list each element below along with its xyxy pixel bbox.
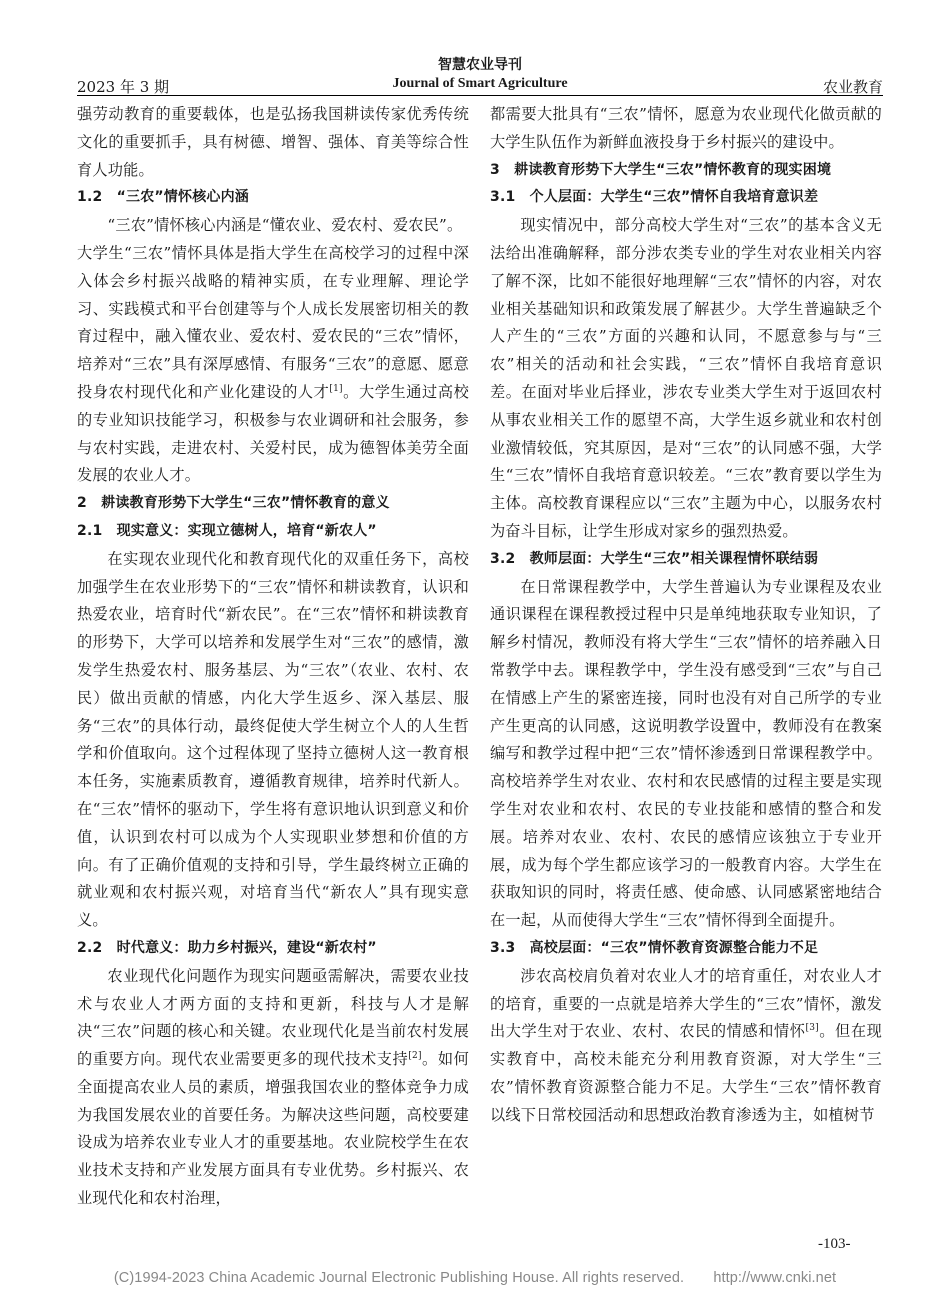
- text-run: 涉农高校肩负着对农业人才的培育重任，对农业人才的培育，重要的一点就是培养大学生的“三农”情怀，激发出大学生对于农业、农村、农民的情感和情怀: [490, 966, 882, 1041]
- text-run: 。如何全面提高农业人员的素质，增强我国农业的整体竞争力成为我国发展农业的首要任务。为解决这些问题，高校要建设成为培养农业专业人才的重要基地。农业院校学生在农业技术支持和产业发展方面具有专业优势。乡村振兴、农业现代化和农村治理，: [77, 1050, 470, 1208]
- paragraph: [77, 963, 469, 1213]
- text-run: 。但在现实教育中，高校未能充分利用教育资源，对大学生“三农”情怀教育资源整合能力不足。大学生“三农”情怀教育以线下日常校园活动和思想政治教育渗透为主，如植树节: [490, 1022, 882, 1124]
- section-label: 农业教育: [822, 78, 883, 96]
- text-run: 农业现代化问题作为现实问题亟需解决，需要农业技术与农业人才两方面的支持和更新，科技与人才是解决“三农”问题的核心和关键。农业现代化是当前农村发展的重要方向。现代农业需要更多的现代技术支持: [77, 966, 469, 1069]
- left-column: [77, 101, 469, 1213]
- section-heading: 2 耕读教育形势下大学生“三农”情怀教育的意义: [77, 495, 390, 512]
- right-column: [490, 101, 882, 1129]
- section-heading: 2.2 时代意义：助力乡村振兴，建设“新农村”: [77, 939, 377, 956]
- paragraph: 现实情况中，部分高校大学生对“三农”的基本含义无法给出准确解释，部分涉农类专业的学生对农业相关内容了解不深，比如不能很好地理解“三农”情怀的内容，对农业相关基础知识和政策发展了解甚少。大学生普遍缺乏个人产生的“三农”方面的兴趣和认同，不愿意参与与“三农”相关的活动和社会实践，“三农”情怀自我培育意识差。在面对毕业后择业，涉农专业类大学生对于返回农村从事农业相关工作的愿望不高，大学生返乡就业和农村创业激情较低，究其原因，是对“三农”的认同感不强，大学生“三农”情怀自我培育意识较差。“三农”教育要以学生为主体。高校教育课程应以“三农”主题为中心，以服务农村为奋斗目标，让学生形成对家乡的强烈热爱。: [490, 216, 882, 540]
- paragraph: “三农”情怀核心内涵是“懂农业、爱农村、爱农民”。: [107, 216, 463, 235]
- section-heading: 3.3 高校层面：“三农”情怀教育资源整合能力不足: [490, 939, 819, 956]
- text-run: 。大学生通过高校的专业知识技能学习，积极参与农业调研和社会服务，参与农村实践，走进农村、关爱村民，成为德智体美劳全面发展的农业人才。: [77, 382, 469, 485]
- section-heading: 3.1 个人层面：大学生“三农”情怀自我培育意识差: [490, 189, 819, 206]
- paragraph: [77, 240, 469, 490]
- copyright-footer: (C)1994-2023 China Academic Journal Electronic Publishing House. All rights reserved. http://www.cnki.net: [113, 1270, 837, 1286]
- journal-title-cn: 智慧农业导刊: [438, 57, 522, 73]
- section-heading: 1.2 “三农”情怀核心内涵: [77, 189, 250, 206]
- issue-label: 2023 年 3 期: [77, 78, 170, 96]
- paragraph: 强劳动教育的重要载体，也是弘扬我国耕读传家优秀传统文化的重要抓手，具有树德、增智、强体、育美等综合性育人功能。: [77, 105, 469, 179]
- section-heading: 3 耕读教育形势下大学生“三农”情怀教育的现实困境: [490, 161, 832, 178]
- citation-ref: [1]: [329, 383, 343, 394]
- citation-ref: [3]: [805, 1023, 819, 1034]
- text-run: 大学生“三农”情怀具体是指大学生在高校学习的过程中深入体会乡村振兴战略的精神实质，在专业理解、理论学习、实践模式和平台创建等与个人成长发展密切相关的教育过程中，融入懂农业、爱农村、爱农民的“三农”情怀，培养对“三农”具有深厚感情、有服务“三农”的意愿、愿意投身农村现代化和产业化建设的人才: [77, 243, 469, 401]
- header-rule: [77, 95, 883, 96]
- section-heading: 3.2 教师层面：大学生“三农”相关课程情怀联结弱: [490, 550, 819, 567]
- paragraph: 在实现农业现代化和教育现代化的双重任务下，高校加强学生在农业形势下的“三农”情怀和耕读教育，认识和热爱农业，培育时代“新农民”。在“三农”情怀和耕读教育的形势下，大学可以培养和发展学生对“三农”的感情，激发学生热爱农村、服务基层、为“三农”（农业、农村、农民）做出贡献的情感，内化大学生返乡、深入基层、服务“三农”的具体行动，最终促使大学生树立个人的人生哲学和价值取向。这个过程体现了坚持立德树人这一教育根本任务，实施素质教育，遵循教育规律，培养时代新人。在“三农”情怀的驱动下，学生将有意识地认识到意义和价值，认识到农村可以成为个人实现职业梦想和价值的方向。有了正确价值观的支持和引导，学生最终树立正确的就业观和农村振兴观，对培育当代“新农人”具有现实意义。: [77, 549, 469, 930]
- journal-title-en: Journal of Smart Agriculture: [392, 76, 568, 91]
- paragraph: [490, 963, 882, 1130]
- page-number: -103-: [818, 1236, 851, 1252]
- section-heading: 2.1 现实意义：实现立德树人，培育“新农人”: [77, 522, 377, 539]
- page-header: [77, 0, 883, 96]
- paragraph: 都需要大批具有“三农”情怀，愿意为农业现代化做贡献的大学生队伍作为新鲜血液投身于乡村振兴的建设中。: [490, 105, 882, 151]
- citation-ref: [2]: [408, 1051, 422, 1062]
- paragraph: 在日常课程教学中，大学生普遍认为专业课程及农业通识课程在课程教授过程中只是单纯地获取专业知识，了解乡村情况，教师没有将大学生“三农”情怀的培养融入日常教学中去。课程教学中，学生没有感受到“三农”与自己在情感上产生的紧密连接，同时也没有对自己所学的专业产生更高的认同感，这说明教学设置中，教师没有在教案编写和教学过程中把“三农”情怀渗透到日常课程教学中。高校培养学生对农业、农村和农民感情的过程主要是实现学生对农业和农村、农民的专业技能和感情的整合和发展。培养对农业、农村、农民的感情应该独立于专业开展，成为每个学生都应该学习的一般教育内容。大学生在获取知识的同时，将责任感、使命感、认同感紧密地结合在一起，从而使得大学生“三农”情怀得到全面提升。: [490, 577, 882, 930]
